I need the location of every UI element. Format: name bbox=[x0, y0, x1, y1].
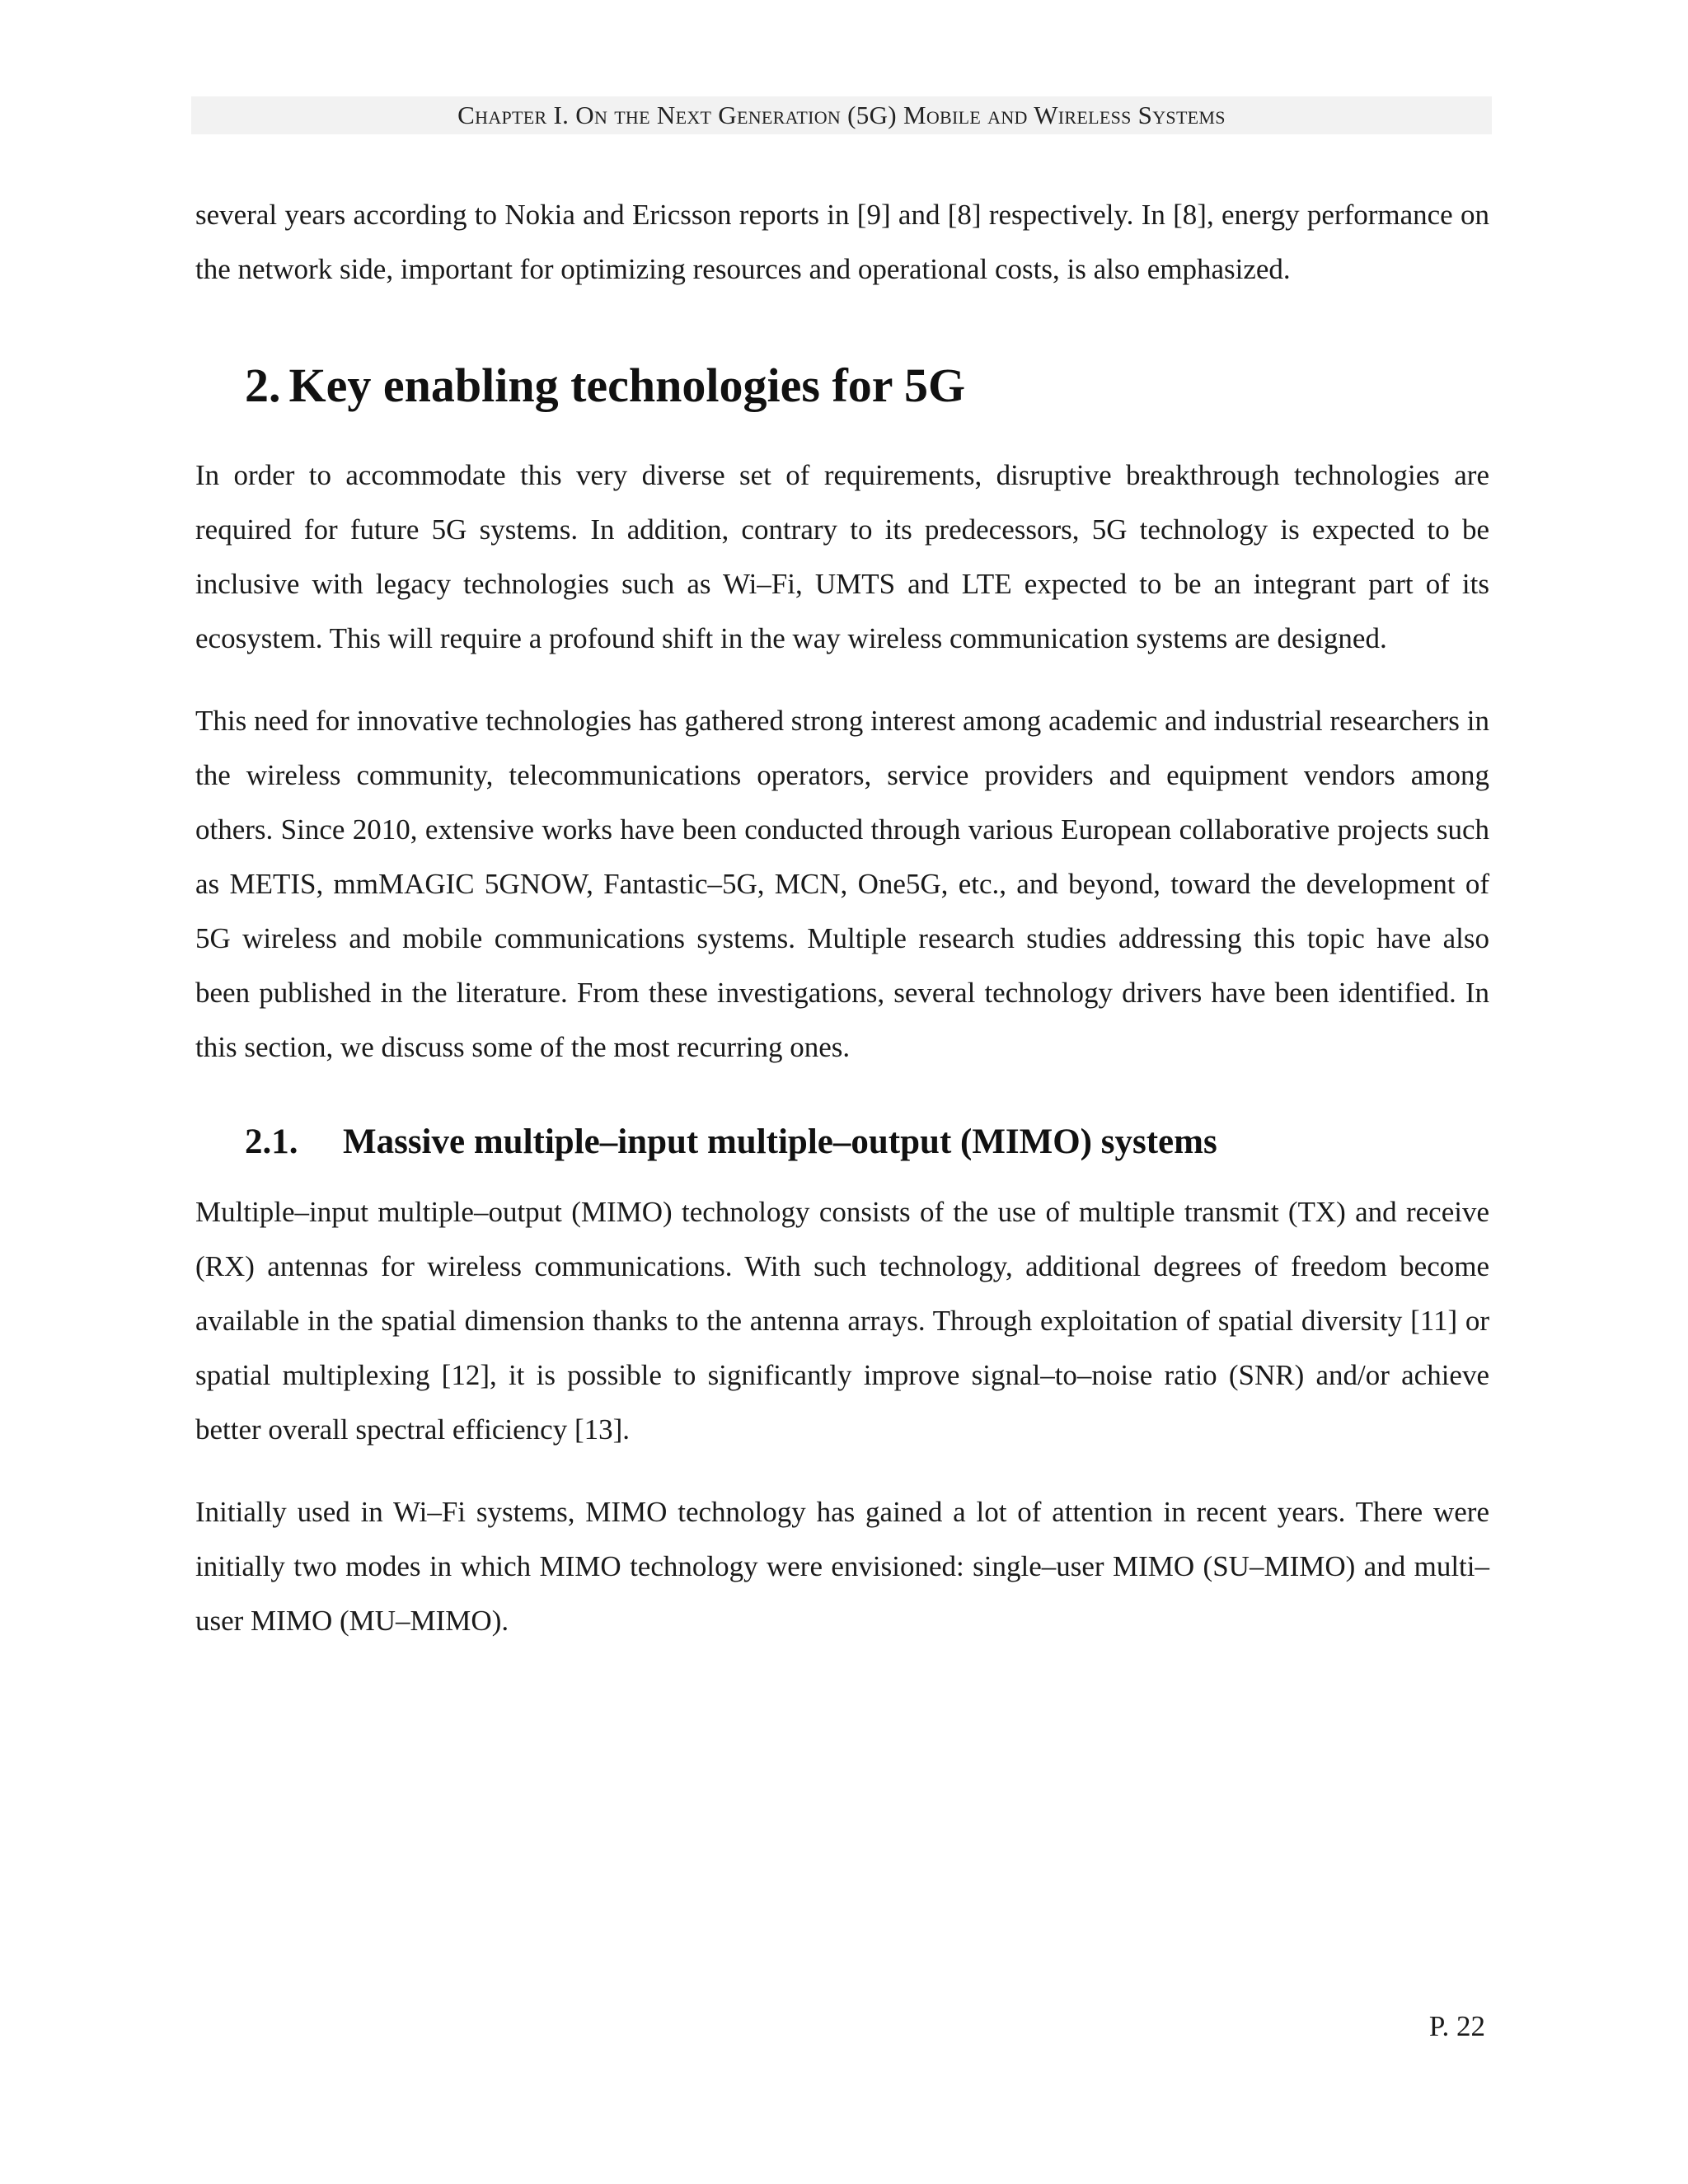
subsection-heading bbox=[245, 1118, 1489, 1167]
section-paragraph-2: This need for innovative technologies has gathered strong interest among academic and industrial researchers in the wireless community, telecommunications operators, service providers and equipment vendors among others. Since 2010, extensive works have been conducted through various European collaborative projects such as METIS, mmMAGIC 5GNOW, Fantastic–5G, MCN, One5G, etc., and beyond, toward the development of 5G wireless and mobile communications systems. Multiple research studies addressing this topic have also been published in the literature. From these investigations, several technology drivers have been identified. In this section, we discuss some of the most recurring ones. bbox=[195, 705, 1489, 1063]
intro-paragraph: several years according to Nokia and Ericsson reports in [9] and [8] respectively. In [8], energy performance on the network side, important for optimizing resources and operational costs, is also emphasized. bbox=[195, 199, 1489, 285]
section-heading bbox=[245, 353, 1489, 419]
running-header bbox=[191, 96, 1492, 134]
subsection-number: 2.1. bbox=[245, 1122, 298, 1161]
page-body bbox=[195, 188, 1489, 1648]
subsection-paragraph-1: Multiple–input multiple–output (MIMO) technology consists of the use of multiple transmit (TX) and receive (RX) antennas for wireless communications. With such technology, additional degrees of freedom become available in the spatial dimension thanks to the antenna arrays. Through exploitation of spatial diversity [11] or spatial multiplexing [12], it is possible to significantly improve signal–to–noise ratio (SNR) and/or achieve better overall spectral efficiency [13]. bbox=[195, 1196, 1489, 1446]
section-title: Key enabling technologies for 5G bbox=[288, 359, 966, 412]
section-paragraph-1: In order to accommodate this very diverse set of requirements, disruptive breakthrough technologies are required for future 5G systems. In addition, contrary to its predecessors, 5G technology is expected to be inclusive with legacy technologies such as Wi–Fi, UMTS and LTE expected to be an integrant part of its ecosystem. This will require a profound shift in the way wireless communication systems are designed. bbox=[195, 459, 1489, 654]
subsection-paragraph-2: Initially used in Wi–Fi systems, MIMO technology has gained a lot of attention in recent years. There were initially two modes in which MIMO technology were envisioned: single–user MIMO (SU–MIMO) and multi–user MIMO (MU–MIMO). bbox=[195, 1496, 1489, 1637]
running-header-title: Chapter I. On the Next Generation (5G) Mobile and Wireless Systems bbox=[457, 101, 1226, 129]
section-number: 2. bbox=[245, 359, 281, 412]
subsection-title: Massive multiple–input multiple–output (MIMO) systems bbox=[343, 1122, 1217, 1161]
page-number: P. 22 bbox=[1428, 2010, 1485, 2042]
